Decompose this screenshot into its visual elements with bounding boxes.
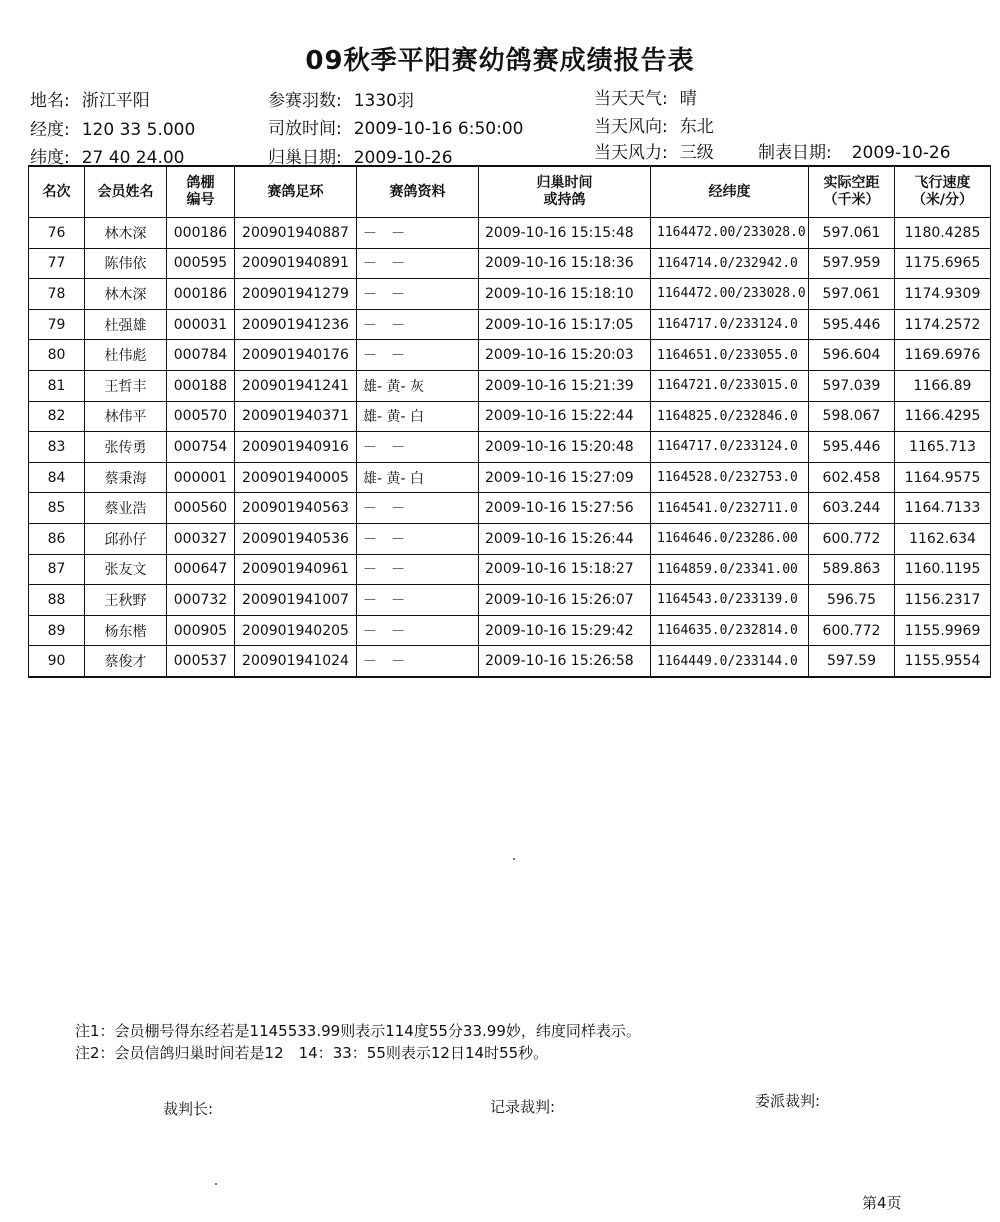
column-header: 鸽棚 编号 — [167, 166, 235, 218]
table-cell: 1169.6976 — [895, 340, 991, 371]
recording-referee-label: 记录裁判: — [490, 1098, 556, 1116]
table-cell: 2009-10-16 15:15:48 — [479, 218, 651, 249]
table-cell: 77 — [29, 248, 85, 279]
table-body — [29, 218, 991, 677]
table-cell: 000595 — [167, 248, 235, 279]
count-info — [268, 86, 414, 111]
table-row — [29, 401, 991, 432]
table-cell: 2009-10-16 15:21:39 — [479, 370, 651, 401]
latitude-value: 27 40 24.00 — [81, 148, 185, 168]
table-row — [29, 462, 991, 493]
table-cell: 张友文 — [85, 554, 167, 585]
table-cell: 597.959 — [809, 248, 895, 279]
table-cell: 200901941236 — [235, 309, 357, 340]
table-cell: 597.061 — [809, 218, 895, 249]
table-cell: 1162.634 — [895, 523, 991, 554]
report-title: 09秋季平阳赛幼鸽赛成绩报告表 — [305, 46, 695, 76]
table-cell: 1174.9309 — [895, 279, 991, 310]
table-cell: 1164472.00/233028.0 — [651, 279, 809, 310]
table-cell: 杨东楷 — [85, 615, 167, 646]
return-date-value: 2009-10-26 — [353, 148, 453, 168]
table-cell: 雄- 黄- 灰 — [357, 370, 479, 401]
table-cell: 200901940536 — [235, 523, 357, 554]
table-cell: 1164714.0/232942.0 — [651, 248, 809, 279]
table-cell: 84 — [29, 462, 85, 493]
table-cell: 200901940916 — [235, 432, 357, 463]
table-cell: 88 — [29, 585, 85, 616]
table-cell: 2009-10-16 15:26:58 — [479, 646, 651, 677]
made-date-label: 制表日期: — [758, 143, 832, 163]
table-cell: 589.863 — [809, 554, 895, 585]
table-cell: 80 — [29, 340, 85, 371]
table-cell: 76 — [29, 218, 85, 249]
table-cell: 83 — [29, 432, 85, 463]
table-cell: 1164528.0/232753.0 — [651, 462, 809, 493]
column-header: 实际空距 （千米） — [809, 166, 895, 218]
table-row — [29, 432, 991, 463]
table-cell: 1164825.0/232846.0 — [651, 401, 809, 432]
weather-value: 晴 — [679, 89, 697, 109]
release-label: 司放时间: — [268, 119, 342, 139]
table-cell: 1166.4295 — [895, 401, 991, 432]
table-cell: 1164859.0/23341.00 — [651, 554, 809, 585]
table-cell: 1164717.0/233124.0 — [651, 432, 809, 463]
table-cell: 602.458 — [809, 462, 895, 493]
table-cell: 000537 — [167, 646, 235, 677]
table-cell: 000186 — [167, 279, 235, 310]
table-cell: 1164721.0/233015.0 — [651, 370, 809, 401]
table-cell: 87 — [29, 554, 85, 585]
table-cell: － － — [357, 340, 479, 371]
place-label: 地名: — [30, 91, 70, 111]
place-info — [30, 86, 150, 111]
table-cell: 1164.9575 — [895, 462, 991, 493]
table-cell: 1160.1195 — [895, 554, 991, 585]
table-cell: 200901940205 — [235, 615, 357, 646]
note-2: 注2：会员信鸽归巢时间若是12 14：33：55则表示12日14时55秒。 — [75, 1044, 549, 1062]
table-cell: 1155.9969 — [895, 615, 991, 646]
column-header: 飞行速度 （米/分） — [895, 166, 991, 218]
table-row — [29, 585, 991, 616]
chief-referee-label: 裁判长: — [163, 1100, 214, 1118]
table-cell: 蔡秉海 — [85, 462, 167, 493]
release-info — [268, 114, 523, 139]
table-cell: － － — [357, 646, 479, 677]
made-date-info — [758, 138, 951, 163]
table-cell: 200901941007 — [235, 585, 357, 616]
table-cell: 200901940176 — [235, 340, 357, 371]
table-row — [29, 554, 991, 585]
wind-direction-value: 东北 — [679, 117, 714, 137]
table-cell: 596.604 — [809, 340, 895, 371]
table-cell: 2009-10-16 15:20:48 — [479, 432, 651, 463]
table-cell: － － — [357, 248, 479, 279]
table-cell: 000784 — [167, 340, 235, 371]
table-cell: 2009-10-16 15:26:44 — [479, 523, 651, 554]
latitude-label: 纬度: — [30, 148, 70, 168]
table-cell: － － — [357, 432, 479, 463]
table-cell: 000188 — [167, 370, 235, 401]
place-value: 浙江平阳 — [81, 91, 150, 111]
table-cell: 王哲丰 — [85, 370, 167, 401]
wind-force-label: 当天风力: — [594, 143, 668, 163]
table-cell: 雄- 黄- 白 — [357, 462, 479, 493]
table-cell: 200901940563 — [235, 493, 357, 524]
table-row — [29, 340, 991, 371]
table-cell: 595.446 — [809, 309, 895, 340]
table-cell: 1164651.0/233055.0 — [651, 340, 809, 371]
table-cell: 雄- 黄- 白 — [357, 401, 479, 432]
table-cell: 000647 — [167, 554, 235, 585]
table-cell: 000327 — [167, 523, 235, 554]
table-cell: 1180.4285 — [895, 218, 991, 249]
table-cell: 2009-10-16 15:18:10 — [479, 279, 651, 310]
wind-direction-label: 当天风向: — [594, 117, 668, 137]
table-cell: 1164449.0/233144.0 — [651, 646, 809, 677]
table-row — [29, 279, 991, 310]
table-cell: － － — [357, 218, 479, 249]
longitude-info — [30, 115, 195, 140]
table-cell: － － — [357, 523, 479, 554]
table-cell: 79 — [29, 309, 85, 340]
table-cell: 2009-10-16 15:22:44 — [479, 401, 651, 432]
table-cell: － － — [357, 585, 479, 616]
longitude-value: 120 33 5.000 — [81, 120, 196, 140]
table-cell: 000001 — [167, 462, 235, 493]
table-cell: 598.067 — [809, 401, 895, 432]
table-cell: 2009-10-16 15:29:42 — [479, 615, 651, 646]
table-cell: 1174.2572 — [895, 309, 991, 340]
wind-direction-info — [594, 112, 714, 137]
table-cell: 2009-10-16 15:17:05 — [479, 309, 651, 340]
return-date-label: 归巢日期: — [268, 148, 342, 168]
table-cell: 78 — [29, 279, 85, 310]
count-value: 1330羽 — [353, 91, 414, 111]
table-row — [29, 646, 991, 677]
table-cell: 杜伟彪 — [85, 340, 167, 371]
header-row — [29, 166, 991, 218]
table-cell: 林木深 — [85, 279, 167, 310]
table-cell: 86 — [29, 523, 85, 554]
table-cell: 林伟平 — [85, 401, 167, 432]
made-date-value: 2009-10-26 — [851, 143, 951, 163]
table-cell: 200901940005 — [235, 462, 357, 493]
table-cell: 林木深 — [85, 218, 167, 249]
table-cell: 597.061 — [809, 279, 895, 310]
table-cell: 1155.9554 — [895, 646, 991, 677]
table-cell: 200901940961 — [235, 554, 357, 585]
table-cell: 邱孙仔 — [85, 523, 167, 554]
table-row — [29, 523, 991, 554]
table-cell: 2009-10-16 15:26:07 — [479, 585, 651, 616]
table-cell: 603.244 — [809, 493, 895, 524]
table-cell: 000754 — [167, 432, 235, 463]
column-header: 赛鸽足环 — [235, 166, 357, 218]
scan-speck — [215, 1183, 217, 1185]
table-cell: 2009-10-16 15:27:56 — [479, 493, 651, 524]
table-cell: 1164717.0/233124.0 — [651, 309, 809, 340]
table-cell: 200901940371 — [235, 401, 357, 432]
wind-force-value: 三级 — [679, 143, 714, 163]
table-cell: 1164472.00/233028.0 — [651, 218, 809, 249]
table-row — [29, 370, 991, 401]
results-table — [28, 165, 991, 678]
table-cell: － － — [357, 554, 479, 585]
table-cell: 597.039 — [809, 370, 895, 401]
table-header — [29, 166, 991, 218]
table-cell: 200901941279 — [235, 279, 357, 310]
table-cell: 200901940887 — [235, 218, 357, 249]
table-cell: 82 — [29, 401, 85, 432]
table-cell: 杜强雄 — [85, 309, 167, 340]
column-header: 经纬度 — [651, 166, 809, 218]
table-cell: 1165.713 — [895, 432, 991, 463]
table-row — [29, 218, 991, 249]
table-cell: 蔡俊才 — [85, 646, 167, 677]
note-1: 注1：会员棚号得东经若是1145533.99则表示114度55分33.99妙，纬度同样表示。 — [75, 1022, 641, 1040]
table-cell: 89 — [29, 615, 85, 646]
table-cell: 1175.6965 — [895, 248, 991, 279]
table-cell: 90 — [29, 646, 85, 677]
table-cell: 王秋野 — [85, 585, 167, 616]
weather-label: 当天天气: — [594, 89, 668, 109]
table-cell: 596.75 — [809, 585, 895, 616]
table-row — [29, 493, 991, 524]
table-cell: 1164.7133 — [895, 493, 991, 524]
wind-force-info — [594, 138, 714, 163]
weather-info — [594, 84, 697, 109]
table-cell: 000905 — [167, 615, 235, 646]
table-cell: 597.59 — [809, 646, 895, 677]
count-label: 参赛羽数: — [268, 91, 342, 111]
table-cell: 81 — [29, 370, 85, 401]
table-cell: 1164646.0/23286.00 — [651, 523, 809, 554]
table-cell: 1156.2317 — [895, 585, 991, 616]
page-number: 第4页 — [862, 1194, 902, 1212]
table-cell: 1164635.0/232814.0 — [651, 615, 809, 646]
table-cell: 600.772 — [809, 523, 895, 554]
table-cell: 000560 — [167, 493, 235, 524]
table-cell: 595.446 — [809, 432, 895, 463]
column-header: 归巢时间 或持鸽 — [479, 166, 651, 218]
table-cell: 2009-10-16 15:18:36 — [479, 248, 651, 279]
column-header: 名次 — [29, 166, 85, 218]
appointed-referee-label: 委派裁判: — [755, 1092, 821, 1110]
table-cell: 蔡业浩 — [85, 493, 167, 524]
table-cell: － － — [357, 615, 479, 646]
table-cell: 张传勇 — [85, 432, 167, 463]
column-header: 会员姓名 — [85, 166, 167, 218]
longitude-label: 经度: — [30, 120, 70, 140]
table-cell: 1164543.0/233139.0 — [651, 585, 809, 616]
table-cell: 000186 — [167, 218, 235, 249]
scan-speck — [513, 858, 515, 860]
table-cell: 600.772 — [809, 615, 895, 646]
table-cell: 陈伟依 — [85, 248, 167, 279]
table-row — [29, 615, 991, 646]
table-cell: 000732 — [167, 585, 235, 616]
table-cell: － － — [357, 279, 479, 310]
table-row — [29, 309, 991, 340]
release-value: 2009-10-16 6:50:00 — [353, 119, 524, 139]
table-cell: 2009-10-16 15:18:27 — [479, 554, 651, 585]
table-cell: 000031 — [167, 309, 235, 340]
column-header: 赛鸽资料 — [357, 166, 479, 218]
table-cell: 2009-10-16 15:27:09 — [479, 462, 651, 493]
table-row — [29, 248, 991, 279]
table-cell: － － — [357, 309, 479, 340]
table-cell: 200901940891 — [235, 248, 357, 279]
table-cell: 200901941241 — [235, 370, 357, 401]
table-cell: 1164541.0/232711.0 — [651, 493, 809, 524]
notes — [75, 1020, 641, 1064]
table-cell: 2009-10-16 15:20:03 — [479, 340, 651, 371]
table-cell: 1166.89 — [895, 370, 991, 401]
table-cell: 85 — [29, 493, 85, 524]
table-cell: － － — [357, 493, 479, 524]
table-cell: 200901941024 — [235, 646, 357, 677]
table-cell: 000570 — [167, 401, 235, 432]
